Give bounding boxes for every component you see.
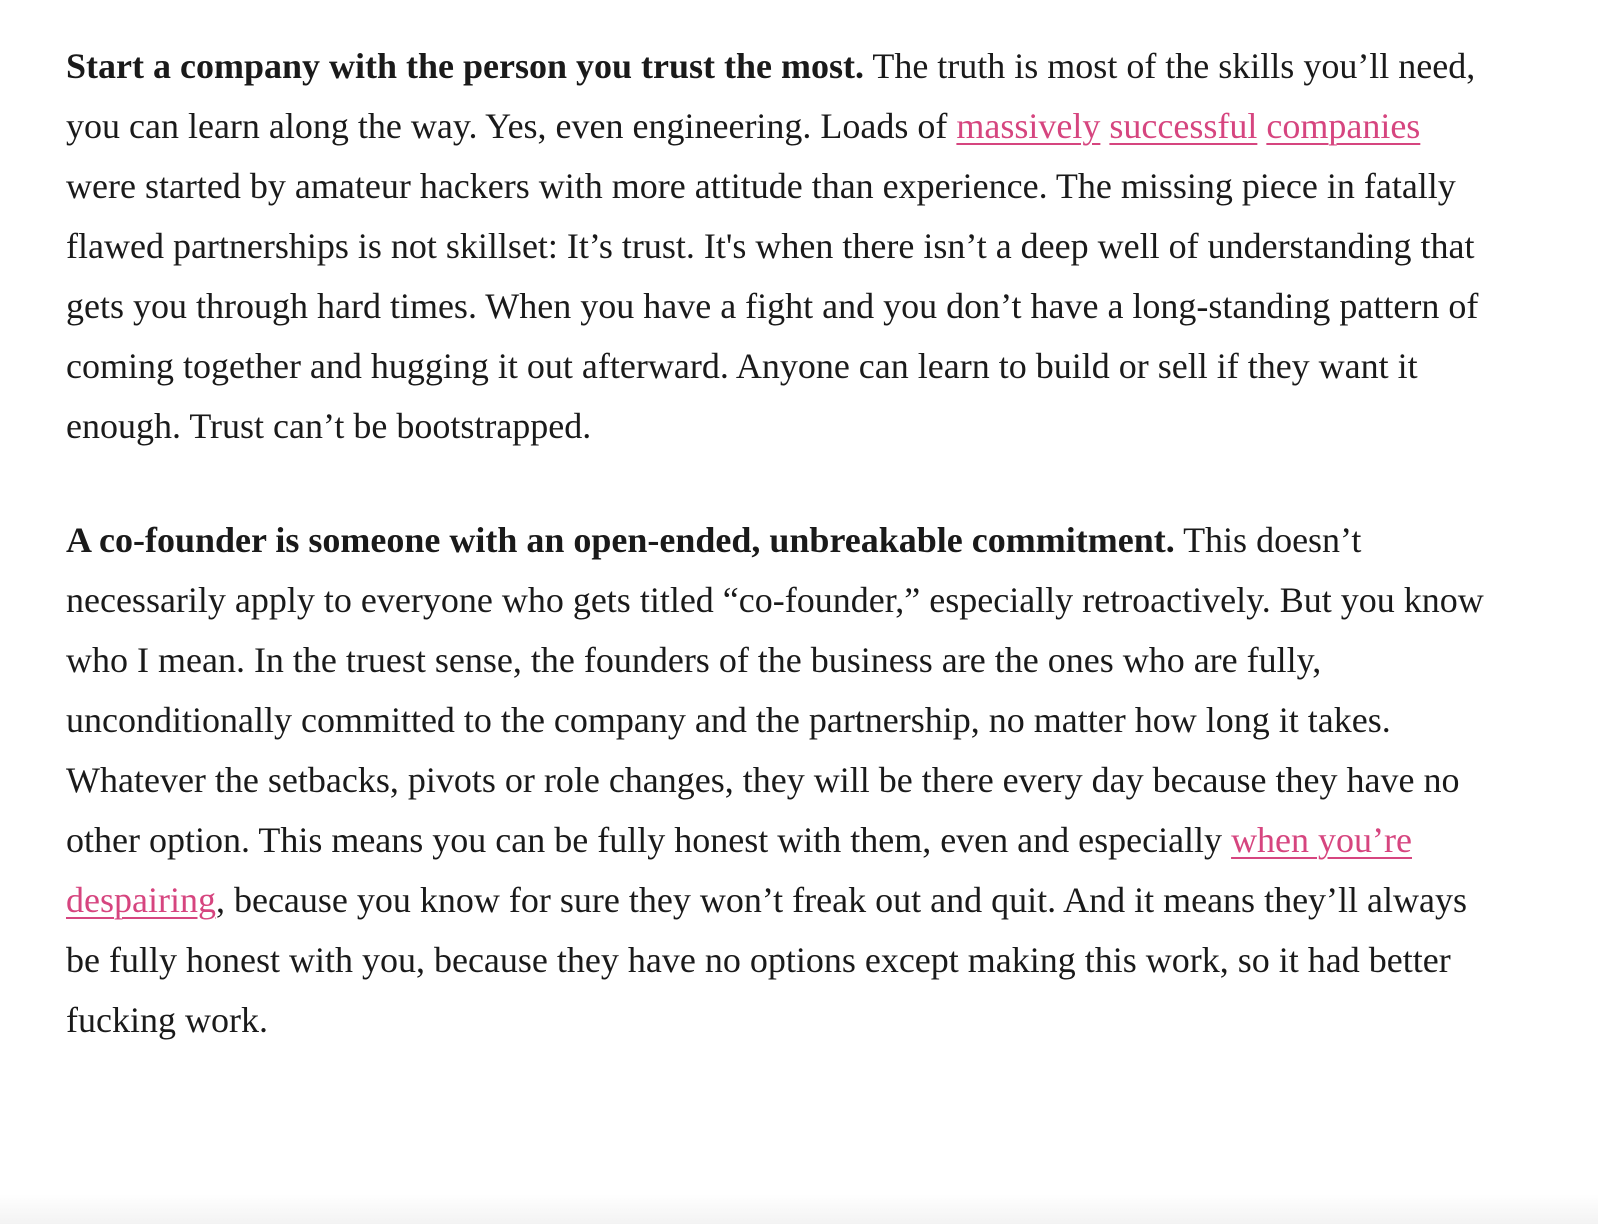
paragraph-text: This doesn’t necessarily apply to everyone who gets titled “co-founder,” especially retroactively. But you know who I mean. In the truest sense, the founders of the business are the ones who are fully, unconditionally committed to the company and the partnership, no matter how long it takes. Whatever the setbacks, pivots or role changes, they will be there every day because they have no other option. This means you can be fully honest with them, even and especially [66,520,1484,860]
paragraph-lead: A co-founder is someone with an open-ended, unbreakable commitment. [66,520,1175,560]
paragraph-text: , because you know for sure they won’t freak out and quit. And it means they’ll always be fully honest with you, because they have no options except making this work, so it had better fucking work. [66,880,1468,1040]
paragraph-trust [66,36,1486,456]
article-body [66,36,1486,1050]
link-massively[interactable]: massively [956,106,1101,146]
paragraph-text: were started by amateur hackers with more attitude than experience. The missing piece in fatally flawed partnerships is not skillset: It’s trust. It's when there isn’t a deep well of understanding that gets you through hard times. When you have a fight and you don’t have a long-standing pattern of coming together and hugging it out afterward. Anyone can learn to build or sell if they want it enough. Trust can’t be bootstrapped. [66,166,1479,446]
link-when-youre-despairing[interactable]: when you’re despairing [66,820,1412,920]
paragraph-lead: Start a company with the person you trust the most. [66,46,864,86]
bottom-fade [0,1194,1598,1224]
paragraph-text: The truth is most of the skills you’ll need, you can learn along the way. Yes, even engineering. Loads of [66,46,1476,146]
link-separator [1257,106,1266,146]
paragraph-cofounder [66,510,1486,1050]
link-companies[interactable]: companies [1266,106,1421,146]
link-successful[interactable]: successful [1109,106,1258,146]
